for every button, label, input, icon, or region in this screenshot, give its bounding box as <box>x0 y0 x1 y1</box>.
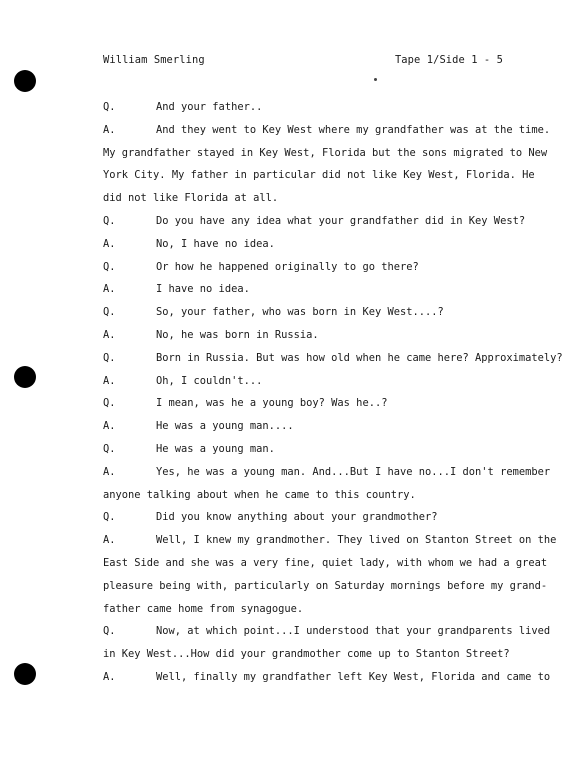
transcript-line <box>103 324 533 347</box>
speaker-label: A. <box>103 283 116 296</box>
line-text: Well, finally my grandfather left Key West, Florida and came to <box>156 670 551 683</box>
speaker-label: Q. <box>103 625 116 638</box>
transcript-line <box>103 210 533 233</box>
line-text: father came home from synagogue. <box>103 602 304 615</box>
speaker-label: Q. <box>103 351 116 364</box>
line-text: Or how he happened originally to go there? <box>156 260 419 273</box>
transcript-line <box>103 233 533 256</box>
line-text: Now, at which point...I understood that your grandparents lived <box>156 625 551 638</box>
speaker-label: A. <box>103 237 116 250</box>
speaker-label: Q. <box>103 306 116 319</box>
line-text: He was a young man. <box>156 442 275 455</box>
transcript-line <box>103 347 563 370</box>
line-text: No, he was born in Russia. <box>156 328 319 341</box>
transcript-line <box>103 301 533 324</box>
tape-label: Tape 1/Side 1 - 5 <box>394 54 503 66</box>
transcript-line <box>103 415 533 438</box>
transcript-line <box>103 392 533 415</box>
line-text: No, I have no idea. <box>156 237 275 250</box>
line-text: And they went to Key West where my grandfather was at the time. <box>156 123 551 136</box>
speaker-label: Q. <box>103 442 116 455</box>
interviewee-name: William Smerling <box>103 54 205 66</box>
transcript-line <box>103 643 533 666</box>
line-text: Do you have any idea what your grandfather did in Key West? <box>156 214 526 227</box>
transcript-line <box>103 96 533 119</box>
speaker-label: Q. <box>103 397 116 410</box>
line-text: anyone talking about when he came to this country. <box>103 488 416 501</box>
transcript-line <box>103 142 548 165</box>
line-text: I have no idea. <box>156 283 250 296</box>
speaker-label: A. <box>103 670 116 683</box>
speaker-label: Q. <box>103 511 116 524</box>
transcript-line <box>103 187 533 210</box>
line-text: Did you know anything about your grandmother? <box>156 511 438 524</box>
line-text: did not like Florida at all. <box>103 192 279 205</box>
line-text: East Side and she was a very fine, quiet lady, with whom we had a great <box>103 556 548 569</box>
line-text: My grandfather stayed in Key West, Florida but the sons migrated to New <box>103 146 548 159</box>
speaker-label: A. <box>103 123 116 136</box>
transcript-line <box>103 666 551 689</box>
speaker-label: A. <box>103 328 116 341</box>
transcript-line <box>103 119 551 142</box>
line-text: in Key West...How did your grandmother come up to Stanton Street? <box>103 648 510 661</box>
transcript-line <box>103 506 533 529</box>
speaker-label: A. <box>103 465 116 478</box>
speaker-label: A. <box>103 534 116 547</box>
line-text: pleasure being with, particularly on Saturday mornings before my grand- <box>103 579 548 592</box>
speaker-label: Q. <box>103 101 116 113</box>
transcript-line <box>103 552 548 575</box>
speaker-label: Q. <box>103 214 116 227</box>
transcript-line <box>103 598 533 621</box>
transcript-line <box>103 484 533 507</box>
punch-hole <box>14 70 36 92</box>
line-text: Oh, I couldn't... <box>156 374 263 387</box>
page-header <box>103 54 503 70</box>
line-text: Well, I knew my grandmother. They lived on Stanton Street on the <box>156 534 557 547</box>
line-text: I mean, was he a young boy? Was he..? <box>156 397 388 410</box>
line-text: He was a young man.... <box>156 420 294 433</box>
speaker-label: A. <box>103 420 116 433</box>
punch-hole <box>14 366 36 388</box>
transcript-line <box>103 370 533 393</box>
line-text: York City. My father in particular did not like Key West, Florida. He <box>103 169 535 182</box>
transcript-line <box>103 256 533 279</box>
transcript-line <box>103 529 557 552</box>
transcript-line <box>103 620 551 643</box>
scan-speck <box>374 78 377 81</box>
speaker-label: Q. <box>103 260 116 273</box>
line-text: Born in Russia. But was how old when he came here? Approximately? <box>156 351 563 364</box>
transcript-line <box>103 575 548 598</box>
transcript-body <box>103 96 563 689</box>
line-text: And your father.. <box>156 101 263 113</box>
transcript-line <box>103 461 551 484</box>
punch-hole <box>14 663 36 685</box>
transcript-line <box>103 278 533 301</box>
line-text: So, your father, who was born in Key West....? <box>156 306 444 319</box>
speaker-label: A. <box>103 374 116 387</box>
transcript-line <box>103 438 533 461</box>
transcript-line <box>103 164 533 187</box>
line-text: Yes, he was a young man. And...But I have no...I don't remember <box>156 465 551 478</box>
